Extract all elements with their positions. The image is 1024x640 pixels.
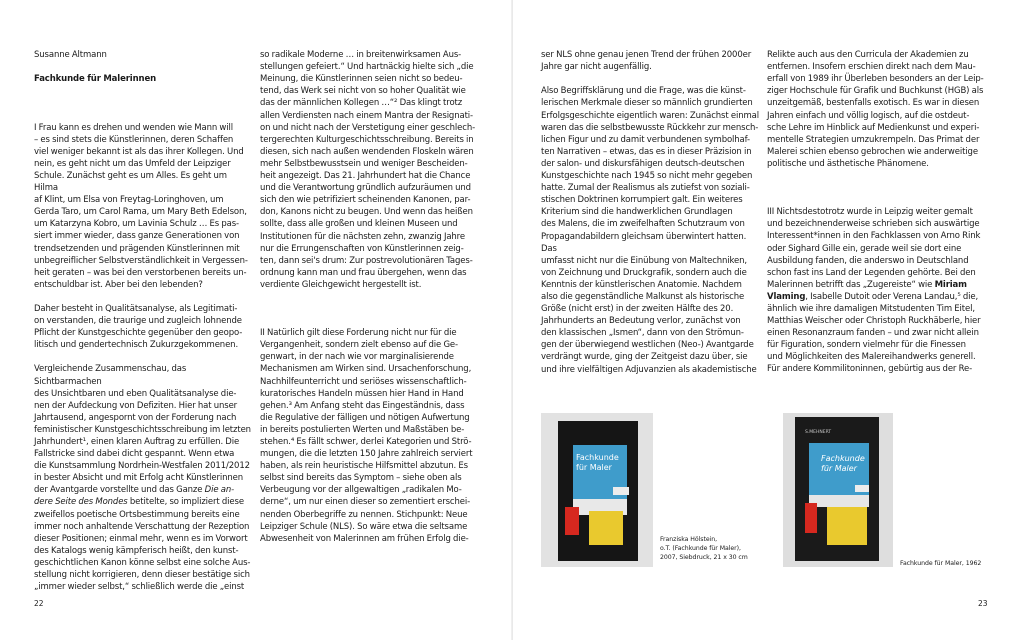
author-name: Susanne Altmann <box>34 50 107 61</box>
page-number-left: 22 <box>34 599 44 608</box>
book-photo-1962 <box>783 413 893 567</box>
paragraph: III Nichtsdestotrotz wurde in Leipzig weiter gemalt und bezeichnenderweise schrieben sich auswärtige Interessent*innen in den Fachklassen von Arno Rink oder Sighard Gille ein, gerade weil sie dort eine Ausbildung fanden, die anderswo in Deutschland schon fast ins Land der Legenden gehörte. Bei den Malerinnen betrifft das „Zugereiste“ wie Miriam Vlaming, Isabelle Dutoit oder Verena Landau,⁵ die, ähnlich wie ihre damaligen Mitstudenten Tim Eitel, Matthias Weischer oder Christoph Ruckhäberle, hier einen Resonanzraum fanden – und zwar nicht allein für Figuration, sondern vielmehr für die Finessen und Möglichkeiten des Malereihandwerks generell. Für andere Kommilitoninnen, gebürtig aus der Re- <box>767 207 981 375</box>
page-number-right: 23 <box>978 599 988 608</box>
book-cover-image <box>783 413 893 567</box>
page-gutter <box>511 0 513 640</box>
right-column-2 <box>767 37 985 388</box>
image-caption-2: Fachkunde für Maler, 1962 <box>900 560 982 567</box>
book-title-line1: Fachkunde <box>576 453 619 462</box>
paragraph: ser NLS ohne genau jenen Trend der frühen 2000er Jahre gar nicht augenfällig. <box>541 50 752 73</box>
right-column-1 <box>541 37 759 388</box>
paragraph: Also Begriffsklärung und die Frage, was die künst- lerischen Merkmale dieser so männlich grundierten Erfolgsgeschichte eigentlich waren: Zunächst einmal waren das die selbstbewusste Rückkehr zur mensch- lichen Figur und zu damit verbundenen symbolhaf- ten Narrativen – etwas, das es in dieser Präzision in der salon- und diskursfähigen deutsch-deutschen Kunstgeschichte nach 1945 so nicht mehr gegeben hatte. Zumal der Realismus als zutiefst von soziali- stischen Doktrinen korrumpiert galt. Ein weiteres Kriterium sind die handwerklichen Grundlagen des Malens, die im zweifelhaften Schutzraum von Propagandabildern gleichsam überwintert hatten. Das umfasst nicht nur die Einübung von Maltechniken, von Zeichnung und Druckgrafik, sondern auch die Kenntnis der künstlerischen Anatomie. Nachdem also die gegenständliche Malkunst als historische Größe (nicht erst) in der zweiten Hälfte des 20. Jahrhunderts an Bedeutung verlor, zunächst von den klassischen „Ismen“, dann von den Strömun- gen der überwiegend westlichen (Neo-) Avantgarde verdrängt wurde, ging der Zeitgeist dazu über, sie und ihre vielfältigen Adjuvanzien als akademistische <box>541 86 759 375</box>
book-cover-image <box>541 413 653 567</box>
book-author: S.MEHNERT <box>805 430 832 435</box>
book-title-line2: für Maler <box>576 463 612 472</box>
left-column-2 <box>260 37 478 557</box>
left-column-1 <box>34 37 252 605</box>
exhibition-title: Die an- dere Seite des Mondes <box>34 485 235 508</box>
artwork-photo-hoelstein <box>541 413 653 567</box>
book-title-line1: Fachkunde <box>821 454 865 463</box>
paragraph: Relikte auch aus den Curricula der Akademien zu entfernen. Insofern erschien direkt nach dem Mau- erfall von 1989 ihr Überleben besonders an der Leip- ziger Hochschule für Grafik und Buchkunst (HGB) als unzeitgemäß, bestenfalls exotisch. Es war in diesen Jahren einfach und völlig logisch, auf die ostdeut- sche Lehre im Hinblick auf Medienkunst und experi- mentelle Strategien umzukrempeln. Das Primat der Malerei schien ebenso gebrochen wie anderweitige politische und ästhetische Phänomene. <box>767 50 984 169</box>
artist-name: Miriam Vlaming <box>767 279 967 302</box>
paragraph: Daher besteht in Qualitätsanalyse, als Legitimati- on verstanden, die traurige und zugleich lohnende Pflicht der Kunstgeschichte gegenüber den geopo- litisch und gendertechnisch Zukurzgekommenen. <box>34 303 243 351</box>
paragraph: so radikale Moderne … in breitenwirksamen Aus- stellungen gefeiert.“ Und hartnäckig hielte sich „die Meinung, die Künstlerinnen seien nicht so bedeu- tend, das Werk sei nicht von so hoher Qualität wie das der männlichen Kollegen …“² Das klingt trotz allen Verdiensten nach einem Mantra der Resignati- on und nicht nach der Verstetigung einer geschlech- tergerechten Kulturgeschichtsschreibung. Bereits in diesen, sich nach außen wendenden Floskeln wären mehr Selbstbewusstsein und weniger Bescheiden- heit angezeigt. Das 21. Jahrhundert hat die Chance und die Verantwortung gründlich aufzuräumen und sich den wie petrifiziert scheinenden Kanonen, par- don, Kanons nicht zu beugen. Und wenn das heißen sollte, dass alle großen und kleinen Museen und Institutionen für die nächsten zehn, zwanzig Jahre nur die Errungenschaften von Künstlerinnen zeig- ten, dann sei's drum: Zur postrevolutionären Tages- ordnung kann man und frau übergehen, wenn das verdiente Gleichgewicht hergestellt ist. <box>260 50 476 290</box>
paragraph: I Frau kann es drehen und wenden wie Mann will – es sind stets die Künstlerinnen, deren Schaffen viel weniger bekannt ist als das ihrer Kollegen. Und nein, es geht nicht um das Umfeld der Leipziger Schule. Zunächst geht es um Alles. Es geht um Hilma af Klint, um Elsa von Freytag-Loringhoven, um Gerda Taro, um Carol Rama, um Mary Beth Edelson, um Katarzyna Kobro, um Lavinia Schulz … Es pas- siert immer wieder, dass ganze Generationen von trendsetzenden und prägenden Künstlerinnen mit unbegreiflicher Selbstverständlichkeit in Vergessen- heit geraten – was bei den verstorbenen bereits un- entschuldbar ist. Aber bei den lebenden? <box>34 122 248 290</box>
book-title-line2: für Maler <box>821 464 857 473</box>
paragraph: Vergleichende Zusammenschau, das Sichtbarmachen des Unsichtbaren und eben Qualitätsanalyse die- nen der Aufdeckung von Defiziten. Hier hat unser Jahrtausend, angespornt von der Forderung nach feministischer Kunstgeschichtsschreibung im letzten Jahrhundert¹, einen klaren Auftrag zu erfüllen. Die Fallstricke sind dabei dicht gespannt. Wenn etwa die Kunstsammlung Nordrhein-Westfalen 2011/2012 in bester Absicht und mit Erfolg acht Künstlerinnen der Avantgarde vorstellte und das Ganze Die an- dere Seite des Mondes betitelte, so impliziert diese zweifellos poetische Ortsbestimmung bereits eine immer noch anhaltende Verschattung der Rezeption dieser Positionen; einmal mehr, wenn es im Vorwort des Katalogs wenig kämpferisch heißt, den kunst- geschichtlichen Kanon könne selbst eine solche Aus- stellung nicht korrigieren, denn dieser bestätige sich „immer wieder selbst,“ schließlich werde die „einst <box>34 364 251 593</box>
paragraph: II Natürlich gilt diese Forderung nicht nur für die Vergangenheit, sondern zielt ebenso auf die Ge- genwart, in der nach wie vor marginalisierende Mechanismen am Wirken sind. Ursachenforschung, Nachhilfeunterricht und seriöses wissenschaftlich- kuratorisches Handeln müssen hier Hand in Hand gehen.³ Am Anfang steht das Eingeständnis, dass die Regulative der fälligen und nötigen Aufwertung in bereits postulierten Werten und Maßstäben be- stehen.⁴ Es fällt schwer, derlei Kategorien und Strö- mungen, die die letzten 150 Jahre zahlreich serviert haben, als rein heuristische Hilfsmittel abzutun. Es selbst sind bereits das Symptom – siehe oben als Verbeugung vor der allgewaltigen „radikalen Mo- derne“, um nur einen dieser so zementiert erschei- nenden Oberbegriffe zu nennen. Stichpunkt: Neue Leipziger Schule (NLS). So wäre etwa die seltsame Abwesenheit von Malerinnen am frühen Erfolg die- <box>260 328 473 544</box>
image-caption-1: Franziska Hölstein, o.T. (Fachkunde für Maler), 2007, Siebdruck, 21 x 30 cm <box>660 536 748 562</box>
article-title: Fachkunde für Malerinnen <box>34 74 157 85</box>
